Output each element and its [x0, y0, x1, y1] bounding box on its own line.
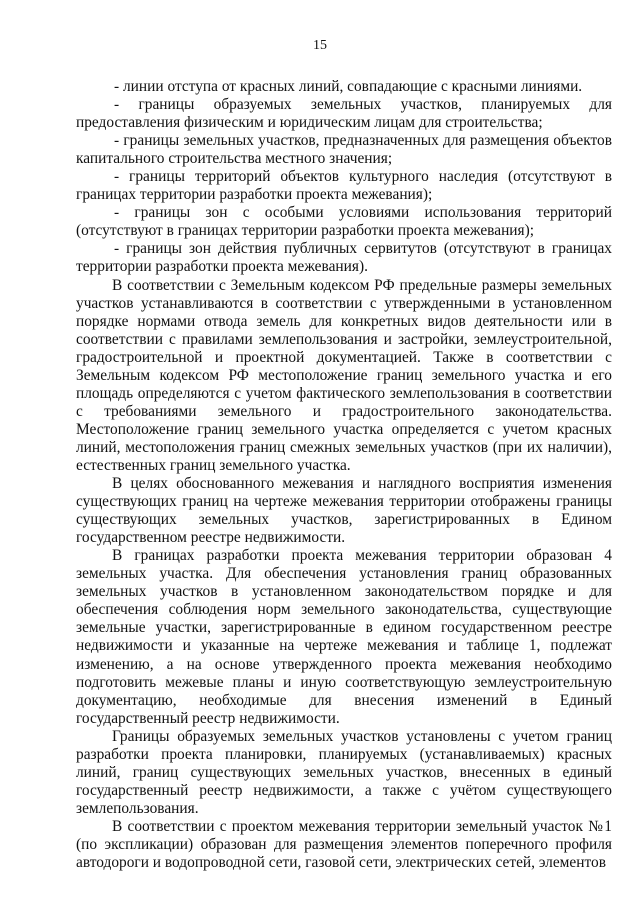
paragraph-formed-plots: В границах разработки проекта межевания территории образован 4 земельных участка. Для обеспечения установления границ образованных земельных участков в установленном законодательством порядке и для обеспечения соблюдения норм земельного законодательства, существующие земельные участки, зарегистрированные в едином государственном реестре недвижимости и указанные на чертеже межевания и таблице 1, подлежат изменению, а на основе утвержденного проекта межевания необходимо подготовить межевые планы и иную соответствующую землеустроительную документацию, необходимые для внесения изменений в Единый государственный реестр недвижимости.	[76, 547, 612, 727]
paragraph-boundary-basis: Границы образуемых земельных участков установлены с учетом границ разработки проекта планировки, планируемых (устанавливаемых) красных линий, границ существующих земельных участков, внесенных в единый государственный реестр недвижимости, а также с учётом существующего землепользования.	[76, 727, 612, 817]
page-number: 15	[313, 38, 327, 53]
list-item-cultural-heritage: - границы территорий объектов культурного наследия (отсутствуют в границах территории разработки проекта межевания);	[76, 168, 612, 204]
list-item-setback-lines: - линии отступа от красных линий, совпадающие с красными линиями.	[114, 78, 583, 95]
list-item-capital-construction-plots: - границы земельных участков, предназначенных для размещения объектов капитального строительства местного значения;	[76, 132, 612, 168]
document-body	[76, 78, 612, 872]
paragraph-existing-boundaries: В целях обоснованного межевания и наглядного восприятия изменения существующих границ на чертеже межевания территории отображены границы существующих земельных участков, зарегистрированных в Едином государственном реестре недвижимости.	[76, 475, 612, 547]
list-item-formed-plots-boundaries: - границы образуемых земельных участков, планируемых для предоставления физическим и юридическим лицам для строительства;	[76, 96, 612, 132]
paragraph-land-code-sizes: В соответствии с Земельным кодексом РФ предельные размеры земельных участков устанавливаются в соответствии с утвержденными в установленном порядке нормами отвода земель для конкретных видов деятельности или в соответствии с правилами землепользования и застройки, землеустроительной, градостроительной и проектной документацией. Также в соответствии с Земельным кодексом РФ местоположение границ земельного участка и его площадь определяются с учетом фактического землепользования в соответствии с требованиями земельного и градостроительного законодательства. Местоположение границ земельного участка определяется с учетом красных линий, местоположения границ смежных земельных участков (при их наличии), естественных границ земельного участка.	[76, 276, 612, 474]
list-item-public-easements: - границы зон действия публичных сервитутов (отсутствуют в границах территории разработки проекта межевания).	[76, 240, 612, 276]
list-item-special-use-zones: - границы зон с особыми условиями использования территорий (отсутствуют в границах территории разработки проекта межевания);	[76, 204, 612, 240]
paragraph-plot-1: В соответствии с проектом межевания территории земельный участок №1 (по экспликации) образован для размещения элементов поперечного профиля автодороги и водопроводной сети, газовой сети, электрических сетей, элементов	[76, 817, 612, 872]
